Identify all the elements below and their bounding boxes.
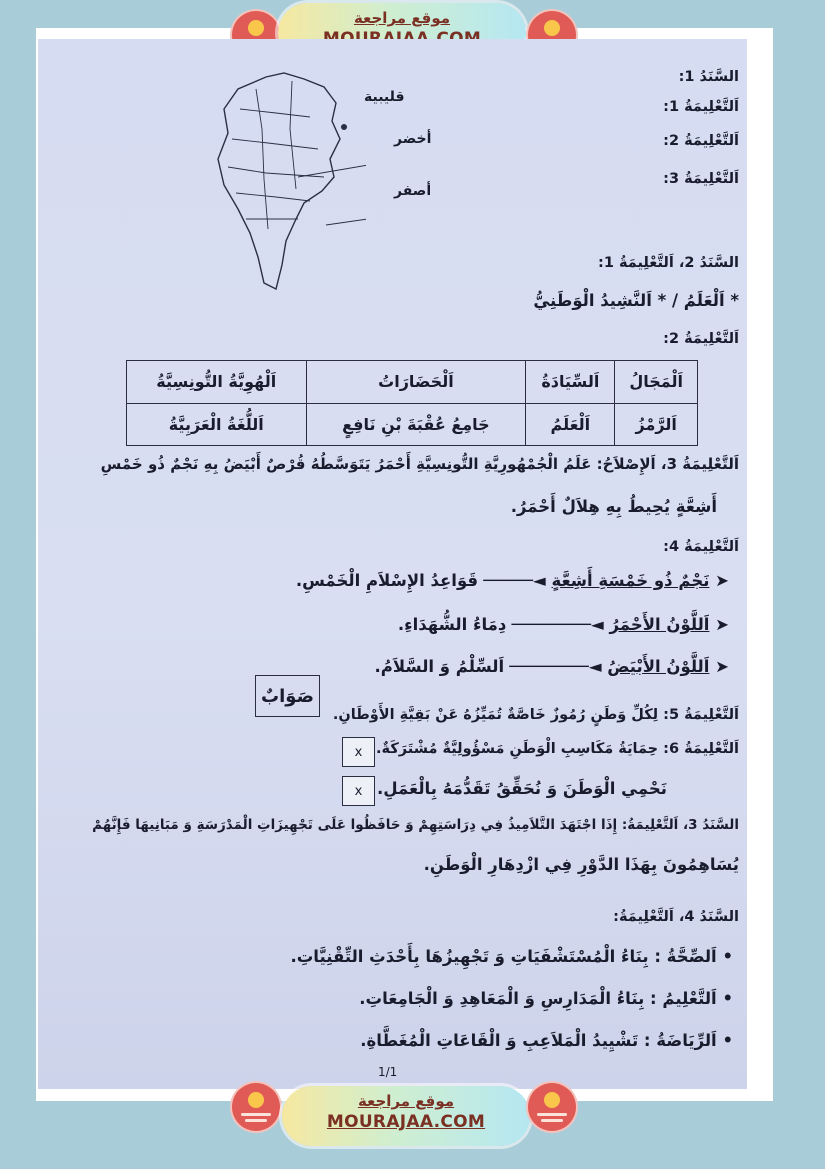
watermark-en: MOURAJAA.COM xyxy=(326,1112,486,1132)
t4-item-left: اَللَّوْنُ الأَبْيَضُ xyxy=(607,657,710,676)
table-cell: اَلسِّيَادَةُ xyxy=(526,361,615,404)
table-row xyxy=(127,403,698,446)
table-row xyxy=(127,361,698,404)
check-box: x xyxy=(342,776,375,806)
sanad1-t1: اَلتَّعْلِيمَةُ 1: xyxy=(663,99,739,115)
sanad1-t3: اَلتَّعْلِيمَةُ 3: xyxy=(663,171,739,187)
t4-item-right: اَلسِّلْمُ وَ السَّلاَمُ. xyxy=(374,657,505,676)
sanad3-line2: يُسَاهِمُونَ بِهَذَا الدَّوْرِ فِي ازْدِهَارِ الْوَطَنِ. xyxy=(423,855,739,874)
t4-item xyxy=(296,571,729,591)
sanad2-t5: اَلتَّعْلِيمَةُ 5: لِكُلِّ وَطَنٍ رُمُوزٌ خَاصَّةٌ تُمَيِّزُهُ عَنْ بَقِيَّةِ الأَوْطَانِ. xyxy=(332,707,739,723)
t4-item-left: اَللَّوْنُ الأَحْمَرُ xyxy=(609,615,710,634)
bullet-arrow-icon: ➤ xyxy=(715,657,729,676)
arrow-icon: ◄──────── xyxy=(506,615,604,634)
t4-item-right: دِمَاءُ الشُّهَدَاءِ. xyxy=(397,615,507,634)
watermark-ar: موقع مراجعة xyxy=(357,1092,455,1110)
logo-seal-left-bottom xyxy=(232,1083,280,1131)
sanad1-label: السَّنَدُ 1: xyxy=(678,69,739,85)
bullet-dot-icon: • xyxy=(716,947,733,966)
t4-item-left: نَجْمٌ ذُو خَمْسَةِ أَشِعَّةٍ xyxy=(551,571,710,590)
table-cell: اَلْهُوِيَّةُ التُّونِسِيَّةُ xyxy=(127,361,307,404)
sanad4-item xyxy=(359,989,733,1009)
sanad4-item-text: اَلتَّعْلِيمُ : بِنَاءُ الْمَدَارِسِ وَ الْمَعَاهِدِ وَ الْجَامِعَاتِ. xyxy=(359,989,717,1008)
t4-item-right: قَوَاعِدُ الإِسْلاَمِ الْخَمْسِ. xyxy=(295,571,479,590)
bullet-arrow-icon: ➤ xyxy=(715,615,729,634)
t4-item xyxy=(398,615,729,635)
table-cell: اَلْعَلَمُ xyxy=(526,403,615,446)
sanad4-item-text: اَلرِّيَاضَةُ : تَشْيِيدُ الْمَلاَعِبِ وَ الْقَاعَاتِ الْمُغَطَّاةِ. xyxy=(360,1031,717,1050)
t4-item xyxy=(375,657,729,677)
sanad4-label: السَّنَدُ 4، اَلتَّعْلِيمَةُ: xyxy=(613,909,739,925)
sanad2-t4-label: اَلتَّعْلِيمَةُ 4: xyxy=(663,539,739,555)
sanad2-t6: اَلتَّعْلِيمَةُ 6: حِمَايَةُ مَكَاسِبِ الْوَطَنِ مَسْؤُولِيَّةٌ مُشْتَرَكَةٌ. xyxy=(376,741,739,757)
arrow-icon: ◄──────── xyxy=(504,657,602,676)
scanned-page xyxy=(38,39,747,1089)
tunisia-map xyxy=(206,69,366,299)
sanad2-label: السَّنَدُ 2، اَلتَّعْلِيمَةُ 1: xyxy=(598,255,739,271)
sanad4-item xyxy=(290,947,733,967)
watermark-ar: موقع مراجعة xyxy=(353,9,451,27)
table-cell: اَللُّغَةُ الْعَرَبِيَّةُ xyxy=(127,403,307,446)
sanad2-t6-line2: نَحْمِي الْوَطَنَ وَ نُحَقِّقُ تَقَدُّمَهُ بِالْعَمَلِ. xyxy=(376,779,667,798)
page-number: 1/1 xyxy=(378,1065,398,1079)
table-cell: اَلْمَجَالُ xyxy=(615,361,698,404)
sanad2-t2-label: اَلتَّعْلِيمَةُ 2: xyxy=(663,331,739,347)
map-label-kelibia: قليبية xyxy=(364,89,405,105)
sanad1-t2: اَلتَّعْلِيمَةُ 2: xyxy=(663,133,739,149)
map-label-yellow: أصفر xyxy=(394,183,432,199)
sanad4-item xyxy=(360,1031,733,1051)
sanad2-t3-line2: أَشِعَّةٍ يُحِيطُ بِهِ هِلاَلٌ أَحْمَرُ. xyxy=(510,497,717,516)
symbols-table xyxy=(126,360,698,446)
sanad4-item-text: اَلصِّحَّةُ : بِنَاءُ الْمُسْتَشْفَيَاتِ وَ تَجْهِيزُهَا بِأَحْدَثِ التِّقْنِيَّاتِ. xyxy=(290,947,717,966)
check-box: x xyxy=(342,737,375,767)
logo-seal-right-bottom xyxy=(528,1083,576,1131)
table-cell: اَلرَّمْزُ xyxy=(615,403,698,446)
table-cell: جَامِعُ عُقْبَةَ بْنِ نَافِعٍ xyxy=(306,403,526,446)
table-cell: اَلْحَضَارَاتُ xyxy=(306,361,526,404)
t5-answer-box: صَوَابٌ xyxy=(255,675,320,717)
arrow-icon: ◄───── xyxy=(478,571,546,590)
map-label-green: أخضر xyxy=(394,131,432,147)
bullet-dot-icon: • xyxy=(716,1031,733,1050)
sanad2-t3-line1: اَلتَّعْلِيمَةُ 3، اَلإِصْلاَحُ: عَلَمُ الْجُمْهُورِيَّةِ التُّونِسِيَّةِ أَحْمَرُ يَتَوَسَّطُهُ قُرْصٌ أَبْيَضُ بِهِ نَجْمٌ ذُو خَمْسِ xyxy=(100,455,739,473)
watermark-badge-bottom xyxy=(282,1086,530,1146)
sanad3-line1: السَّنَدُ 3، اَلتَّعْلِيمَةُ: إِذَا اجْتَهَدَ التَّلاَمِيذُ فِي دِرَاسَتِهِمْ وَ حَافَظُوا عَلَى تَجْهِيزَاتِ الْمَدْرَسَةِ وَ مَبَانِيهَا فَإِنَّهُمْ xyxy=(92,817,739,833)
bullet-arrow-icon: ➤ xyxy=(715,571,729,590)
sanad2-answer1: * اَلْعَلَمُ / * اَلنَّشِيدُ الْوَطَنِيُّ xyxy=(533,291,739,310)
bullet-dot-icon: • xyxy=(716,989,733,1008)
